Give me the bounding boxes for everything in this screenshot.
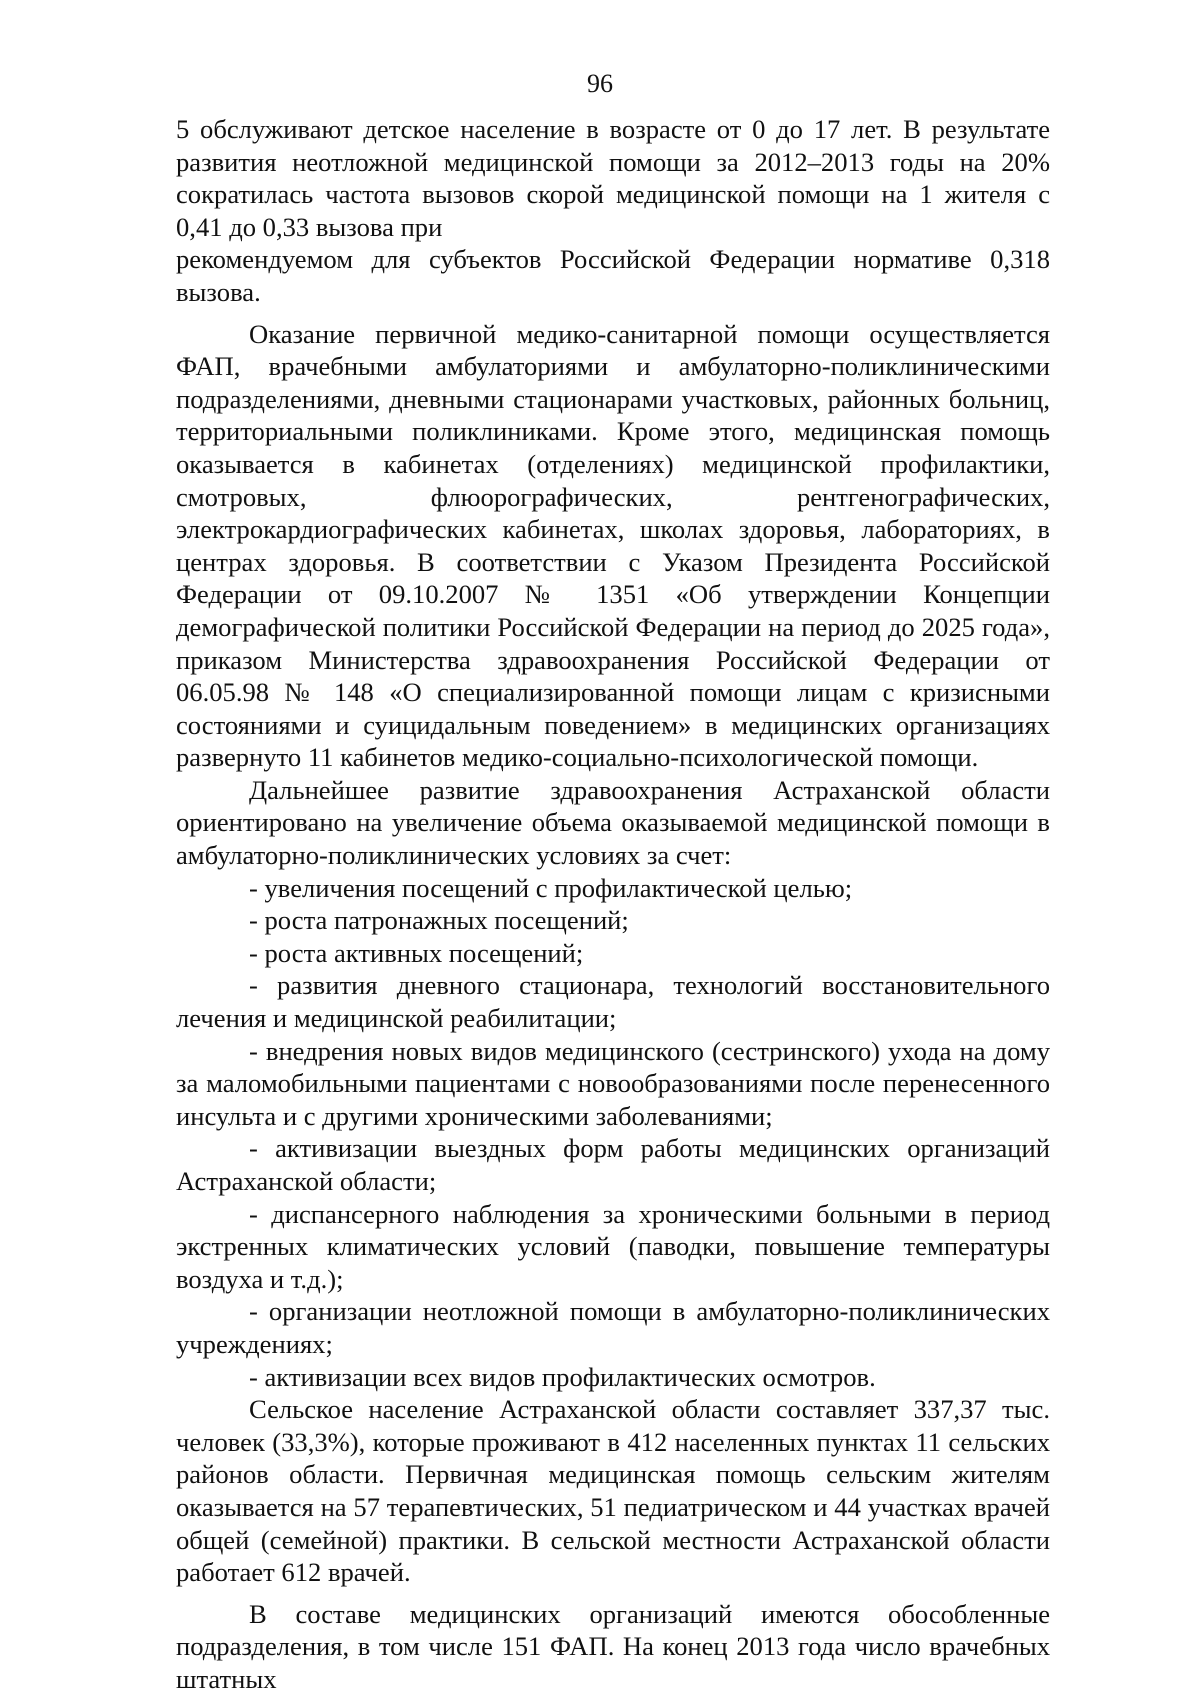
document-body	[176, 113, 1050, 1696]
list-item: - активизации всех видов профилактических осмотров.	[249, 1361, 876, 1392]
list-item: - роста патронажных посещений;	[249, 905, 629, 936]
list-item: - организации неотложной помощи в амбулаторно-поликлинических учреждениях;	[176, 1296, 1050, 1359]
list-item: - увеличения посещений с профилактической целью;	[249, 872, 853, 903]
list-item: - диспансерного наблюдения за хроническими больными в период экстренных климатических условий (паводки, повышение температуры воздуха и т.д.);	[176, 1198, 1050, 1294]
list-item: - роста активных посещений;	[249, 937, 584, 968]
paragraph: Оказание первичной медико-санитарной помощи осуществляется ФАП, врачебными амбулаториями и амбулаторно-поликлиническими подразделениями, дневными стационарами участковых, районных больниц, территориальными поликлиниками. Кроме этого, медицинская помощь оказывается в кабинетах (отделениях) медицинской профилактики, смотровых, флюорографических, рентгенографических, электрокардиографических кабинетах, школах здоровья, лабораториях, в центрах здоровья. В соответствии с Указом Президента Российской Федерации от 09.10.2007 № 1351 «Об утверждении Концепции демографической политики Российской Федерации на период до 2025 года», приказом Министерства здравоохранения Российской Федерации от 06.05.98 № 148 «О специализированной помощи лицам с кризисными состояниями и суицидальным поведением» в медицинских организациях развернуто 11 кабинетов медико-социально-психологической помощи.	[176, 318, 1050, 773]
list-item: - внедрения новых видов медицинского (сестринского) ухода на дому за маломобильными пациентами с новообразованиями после перенесенного инсульта и с другими хроническими заболеваниями;	[176, 1035, 1050, 1131]
paragraph: рекомендуемом для субъектов Российской Федерации нормативе 0,318 вызова.	[176, 244, 1050, 307]
page-number: 96	[587, 69, 613, 98]
paragraph: Сельское население Астраханской области составляет 337,37 тыс. человек (33,3%), которые проживают в 412 населенных пунктах 11 сельских районов области. Первичная медицинская помощь сельским жителям оказывается на 57 терапевтических, 51 педиатрическом и 44 участках врачей общей (семейной) практики. В сельской местности Астраханской области работает 612 врачей.	[176, 1394, 1050, 1588]
list-item: - развития дневного стационара, технологий восстановительного лечения и медицинской реабилитации;	[176, 970, 1050, 1034]
list-item: - активизации выездных форм работы медицинских организаций Астраханской области;	[176, 1133, 1050, 1196]
paragraph: В составе медицинских организаций имеются обособленные подразделения, в том числе 151 ФАП. На конец 2013 года число врачебных штатных	[176, 1598, 1050, 1694]
paragraph: Дальнейшее развитие здравоохранения Астраханской области ориентировано на увеличение объема оказываемой медицинской помощи в амбулаторно-поликлинических условиях за счет:	[176, 774, 1050, 871]
paragraph: 5 обслуживают детское население в возрасте от 0 до 17 лет. В результате развития неотложной медицинской помощи за 2012–2013 годы на 20% сократилась частота вызовов скорой медицинской помощи на 1 жителя с 0,41 до 0,33 вызова при	[176, 114, 1050, 242]
